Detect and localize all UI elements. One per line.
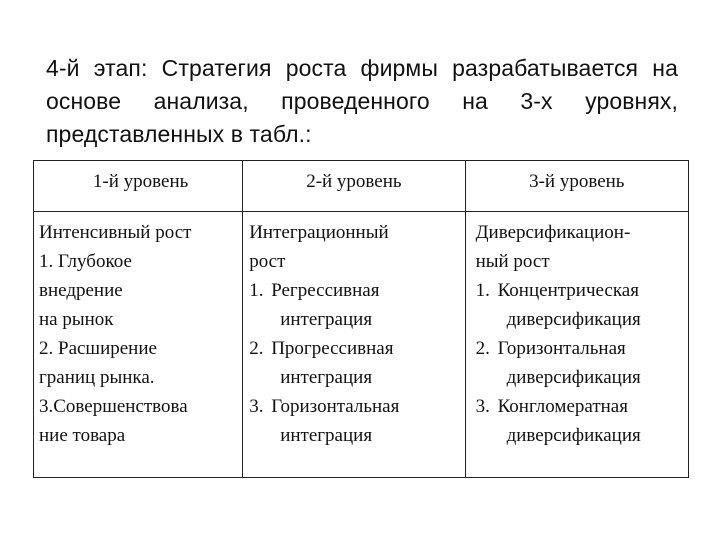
cell-line: 3.Совершенствова [39, 396, 188, 417]
level-2-cell [243, 212, 465, 478]
cell-title: рост [249, 251, 286, 272]
growth-strategy-table [33, 160, 689, 478]
cell-title: Интеграционный [249, 222, 389, 243]
cell-line: ние товара [39, 425, 126, 446]
intro-line: 4-й этап: Стратегия роста фирмы разрабатывается на [46, 55, 678, 81]
intro-line: основе анализа, проведенного на 3-х уровнях, [46, 88, 678, 114]
list-item: 2. Горизонтальная [475, 338, 626, 359]
cell-line: на рынок [39, 309, 114, 330]
level-3-cell [465, 212, 688, 478]
cell-title: ный рост [475, 251, 550, 272]
header-level-2: 2-й уровень [243, 161, 465, 212]
list-item-cont: интеграция [280, 309, 373, 330]
cell-line: 1. Глубокое [39, 251, 132, 272]
list-item-cont: диверсификация [506, 367, 641, 388]
table-body-row [34, 212, 689, 478]
cell-line: 2. Расширение [39, 338, 157, 359]
table-header-row [34, 161, 689, 212]
cell-line: границ рынка. [39, 367, 155, 388]
intro-line: представленных в табл.: [46, 121, 312, 147]
cell-line: внедрение [39, 280, 123, 301]
cell-title: Диверсификацион- [475, 222, 631, 243]
list-item: 3. Горизонтальная [249, 396, 400, 417]
list-item: 1. Регрессивная [249, 280, 380, 301]
cell-title: Интенсивный рост [39, 222, 192, 243]
list-item: 1. Концентрическая [475, 280, 639, 301]
list-item-cont: диверсификация [506, 309, 641, 330]
list-item: 3. Конгломератная [475, 396, 628, 417]
level-1-cell [34, 212, 243, 478]
list-item-cont: диверсификация [506, 425, 641, 446]
list-item-cont: интеграция [280, 367, 373, 388]
header-level-1: 1-й уровень [34, 161, 243, 212]
intro-paragraph [46, 52, 678, 151]
list-item: 2. Прогрессивная [249, 338, 394, 359]
list-item-cont: интеграция [280, 425, 373, 446]
header-level-3: 3-й уровень [465, 161, 688, 212]
